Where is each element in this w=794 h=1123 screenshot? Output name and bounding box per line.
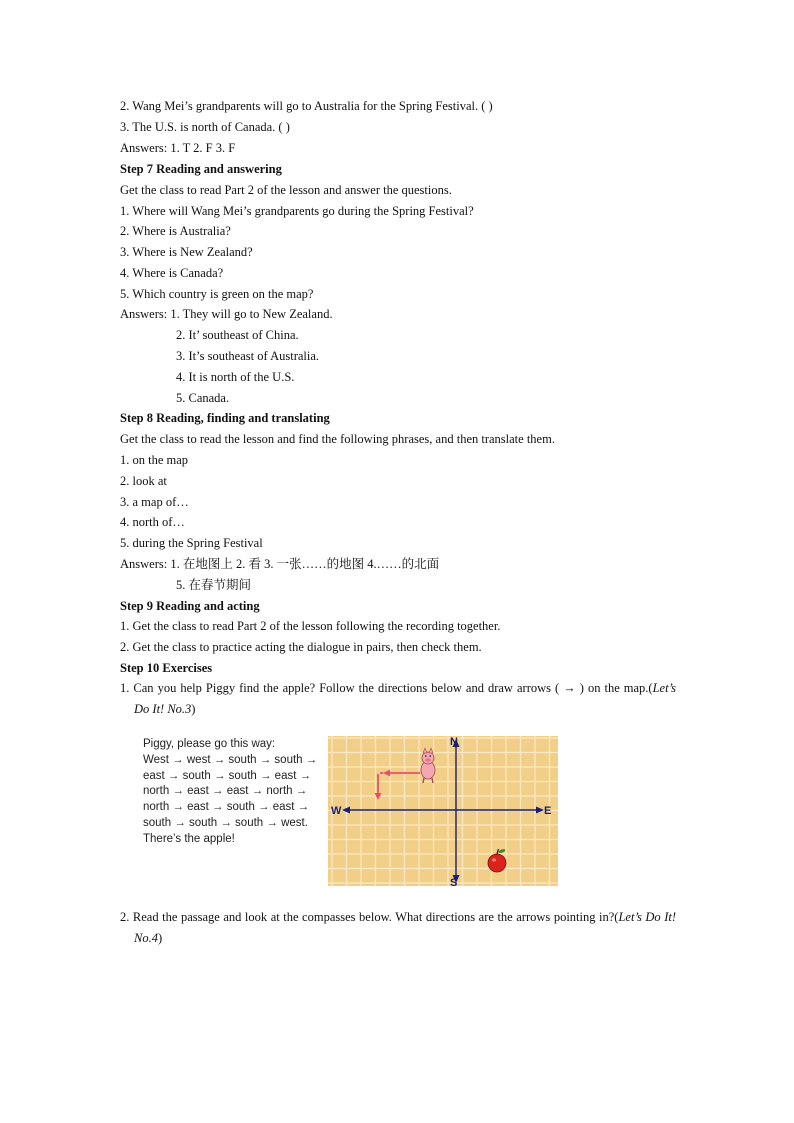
compass-w-label: W [331,805,342,817]
exercise-2-close: ) [157,931,163,945]
step7-answer: 3. It’s southeast of Australia. [176,349,320,363]
quiz-answers: Answers: 1. T 2. F 3. F [120,141,236,155]
directions-line: south → south → south → west. [143,816,308,829]
step7-question: 1. Where will Wang Mei’s grandparents go during the Spring Festival? [120,204,474,218]
step8-phrase: 1. on the map [120,453,189,467]
step7-answer: 2. It’ southeast of China. [176,328,299,342]
compass-s-label: S [450,877,458,886]
step7-question: 2. Where is Australia? [120,224,231,238]
step7-answer: 5. Canada. [176,391,230,405]
step7-instruction: Get the class to read Part 2 of the lesson and answer the questions. [120,183,452,197]
exercise-1-ref: Let’s Do It! No.3 [134,681,676,716]
exercise-1-close: ) [191,702,196,716]
step7-question: 4. Where is Canada? [120,266,224,280]
directions-text [143,737,323,848]
exercise-2 [120,907,676,949]
compass-e-label: E [544,805,552,817]
step9-item: 1. Get the class to read Part 2 of the lesson following the recording together. [120,619,501,633]
directions-line: There’s the apple! [143,832,235,845]
step8-instruction: Get the class to read the lesson and find the following phrases, and then translate them. [120,432,555,446]
step9-item: 2. Get the class to practice acting the dialogue in pairs, then check them. [120,640,482,654]
exercise-1-text: 1. Can you help Piggy find the apple? Follow the directions below and draw arrows ( → ) on the map.( [120,681,653,695]
exercise-1 [120,678,676,720]
step7-question: 3. Where is New Zealand? [120,245,253,259]
directions-line: north → east → east → north → [143,785,308,798]
step10-heading: Step 10 Exercises [120,661,213,675]
compass-grid-map [328,736,558,886]
quiz-q2: 2. Wang Mei’s grandparents will go to Australia for the Spring Festival. ( ) [120,99,493,113]
step8-heading: Step 8 Reading, finding and translating [120,411,330,425]
compass-n-label: N [450,736,458,748]
directions-line: West → west → south → south → [143,753,318,766]
step8-answers-line1: Answers: 1. 在地图上 2. 看 3. 一张……的地图 4.……的北面 [120,557,440,571]
directions-line: north → east → south → east → [143,801,310,814]
exercise-2-text: 2. Read the passage and look at the compasses below. What directions are the arrows pointing in?( [120,910,619,924]
exercise-2-ref: Let’s Do It! No.4 [134,910,677,945]
step8-phrase: 4. north of… [120,515,185,529]
step8-phrase: 2. look at [120,474,167,488]
directions-line: Piggy, please go this way: [143,738,276,750]
step7-answers-label: Answers: 1. They will go to New Zealand. [120,307,333,321]
step9-heading: Step 9 Reading and acting [120,599,260,613]
step7-answer: 4. It is north of the U.S. [176,370,295,384]
step7-question: 5. Which country is green on the map? [120,287,314,301]
piggy-map-figure [138,731,562,887]
directions-line: east → south → south → east → [143,769,312,782]
step8-answers-line2: 5. 在春节期间 [176,578,252,592]
step7-heading: Step 7 Reading and answering [120,162,282,176]
quiz-q3: 3. The U.S. is north of Canada. ( ) [120,120,290,134]
step8-phrase: 3. a map of… [120,495,189,509]
step8-phrase: 5. during the Spring Festival [120,536,263,550]
